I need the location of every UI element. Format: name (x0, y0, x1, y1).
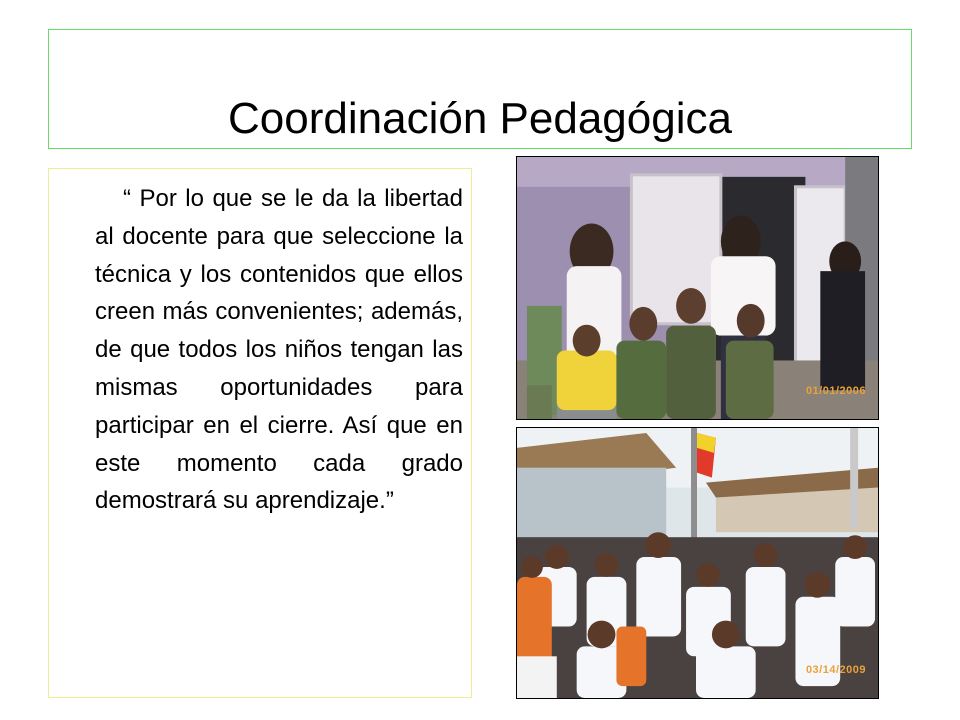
date-stamp-2: 03/14/2009 (805, 664, 866, 676)
classroom-group-image (517, 157, 878, 419)
body-text-box (48, 168, 472, 698)
photo-students-crowd (516, 427, 879, 699)
date-stamp-1: 01/01/2006 (805, 385, 866, 397)
title-placeholder (48, 29, 912, 149)
students-crowd-image (517, 428, 878, 698)
photo-classroom-group (516, 156, 879, 420)
slide-title: Coordinación Pedagógica (228, 94, 732, 143)
body-paragraph: “ Por lo que se le da la libertad al docente para que seleccione la técnica y los contenidos que ellos creen más convenientes; además, de que todos los niños tengan las mismas oportunidades para participar en el cierre. Así que en este momento cada grado demostrará su aprendizaje.” (95, 185, 463, 515)
